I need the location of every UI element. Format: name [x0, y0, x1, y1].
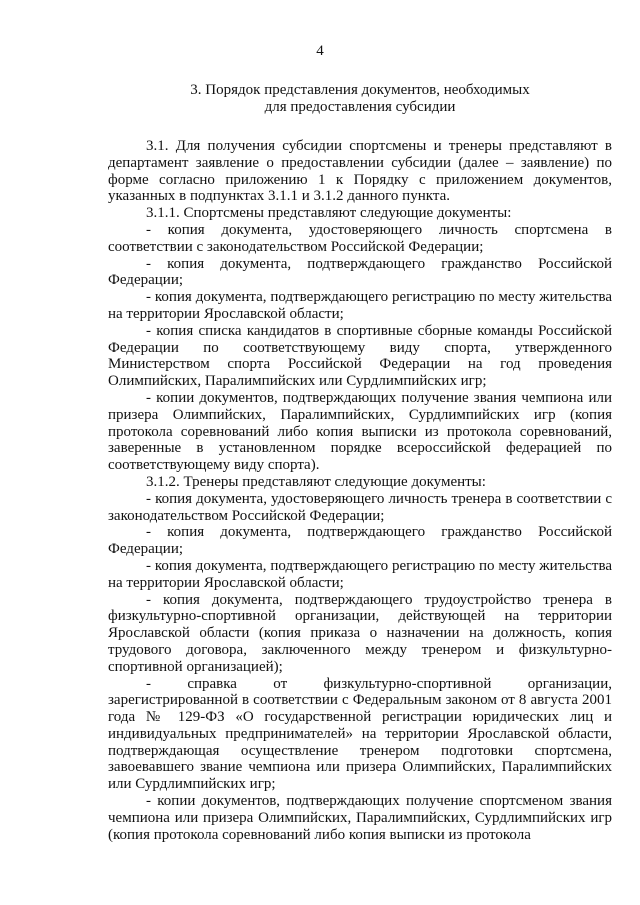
list-item: - копия списка кандидатов в спортивные сборные команды Российской Федерации по соответствующему виду спорта, утвержденного Министерством спорта Российской Федерации на год проведения Олимпийских, Паралимпийских или Сурдлимпийских игр; [108, 322, 612, 390]
list-item: - копия документа, подтверждающего регистрацию по месту жительства на территории Ярославской области; [108, 289, 612, 322]
page-number: 4 [316, 43, 324, 59]
section-title-line-1: 3. Порядок представления документов, необходимых [190, 82, 530, 98]
list-item: - копии документов, подтверждающих получение спортсменом звания чемпиона или призера Олимпийских, Паралимпийских, Сурдлимпийских игр (копия протокола соревнований либо копия выписки из протокола [108, 793, 612, 843]
list-item: - копии документов, подтверждающих получение звания чемпиона или призера Олимпийских, Паралимпийских, Сурдлимпийских игр (копия протокола соревнований либо копия выписки из протокола соревнований, заверенные в установленном порядке всероссийской федерацией по соответствующему виду спорта). [108, 389, 612, 474]
list-item: - копия документа, подтверждающего гражданство Российской Федерации; [108, 524, 612, 558]
list-item: - копия документа, удостоверяющего личность тренера в соответствии с законодательством Российской Федерации; [108, 490, 612, 524]
list-item: - копия документа, подтверждающего гражданство Российской Федерации; [108, 255, 612, 289]
paragraph-3-1-2: 3.1.2. Тренеры представляют следующие документы: [146, 473, 486, 490]
list-item: - копия документа, удостоверяющего личность спортсмена в соответствии с законодательством Российской Федерации; [108, 221, 612, 255]
section-heading [100, 82, 620, 116]
list-item: - справка от физкультурно-спортивной организации, зарегистрированной в соответствии с Федеральным законом от 8 августа 2001 года № 129-ФЗ «О государственной регистрации юридических лиц и индивидуальных предпринимателей» на территории Ярославской области, подтверждающая осуществление тренером подготовки спортсмена, завоевавшего звание чемпиона или призера Олимпийских, Паралимпийских или Сурдлимпийских игр; [108, 675, 612, 793]
list-item: - копия документа, подтверждающего трудоустройство тренера в физкультурно-спортивной организации, действующей на территории Ярославской области (копия приказа о назначении на должность, копия трудового договора, заключенного между тренером и физкультурно-спортивной организацией); [108, 591, 612, 675]
paragraph-3-1: 3.1. Для получения субсидии спортсмены и тренеры представляют в департамент заявление о предоставлении субсидии (далее – заявление) по форме согласно приложению 1 к Порядку с приложением документов, указанных в подпунктах 3.1.1 и 3.1.2 данного пункта. [108, 138, 612, 205]
list-item: - копия документа, подтверждающего регистрацию по месту жительства на территории Ярославской области; [108, 557, 612, 591]
paragraph-3-1-1: 3.1.1. Спортсмены представляют следующие документы: [146, 205, 512, 222]
section-title-line-2: для предоставления субсидии [264, 99, 456, 115]
document-body [108, 138, 612, 843]
